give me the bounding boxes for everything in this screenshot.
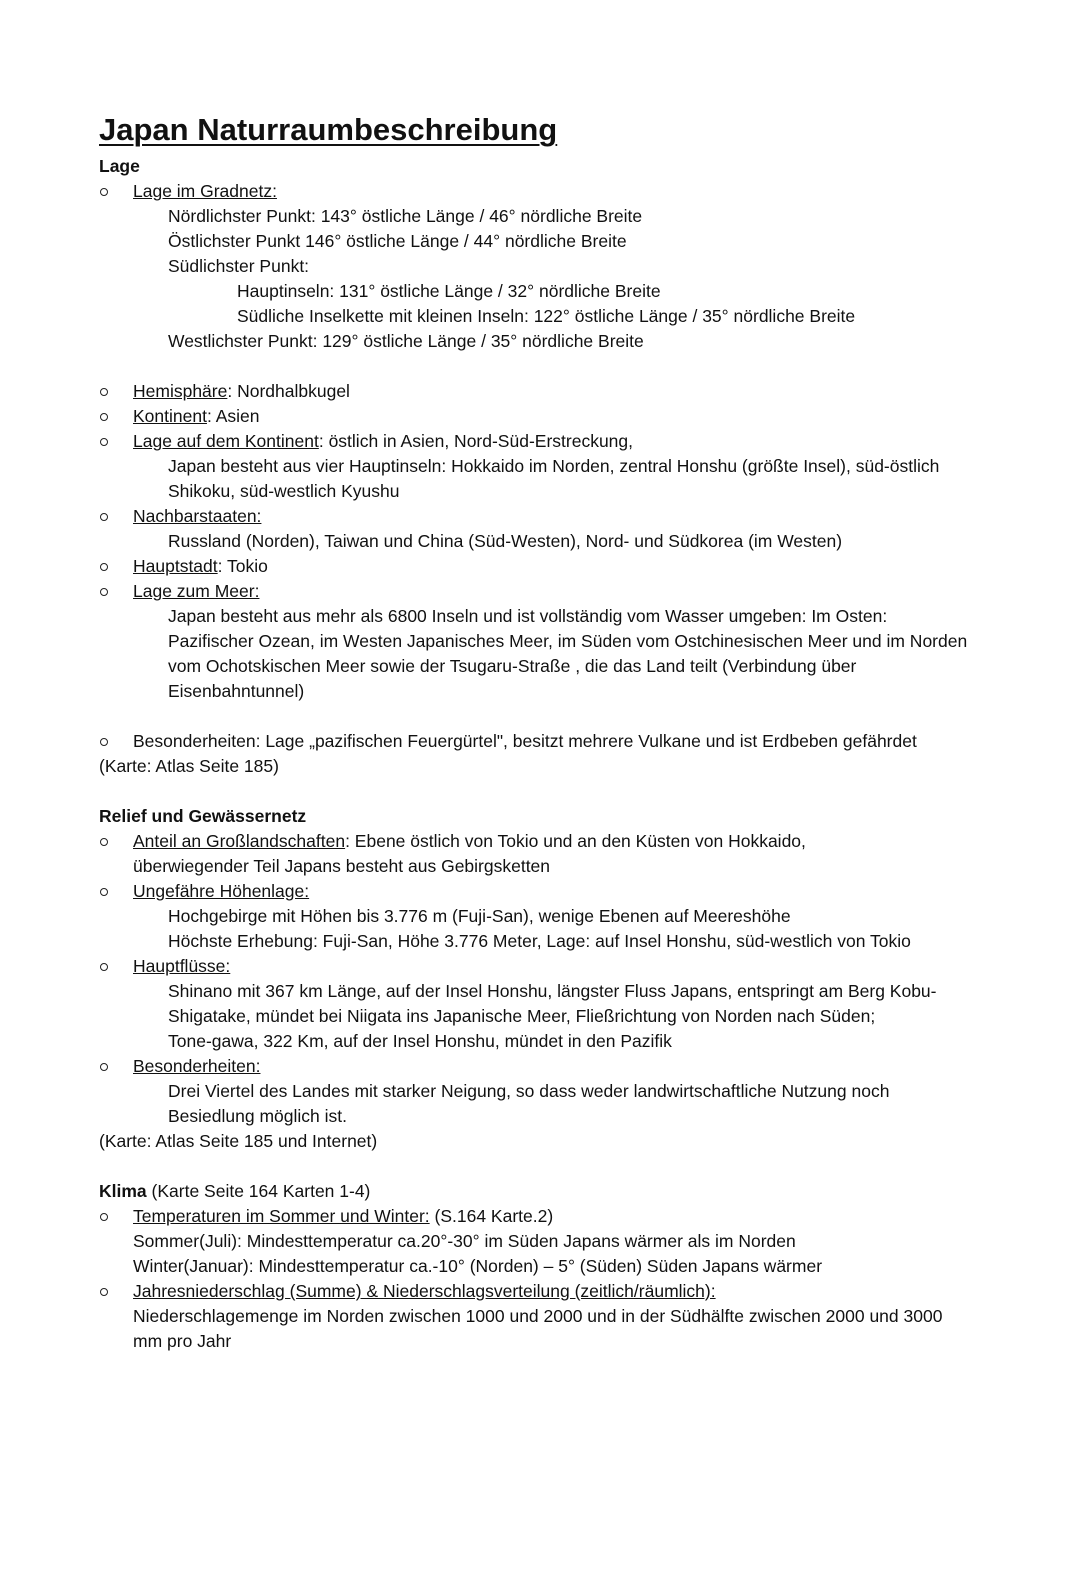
- fluss-line-1: Shinano mit 367 km Länge, auf der Insel Honshu, längster Fluss Japans, entspringt am Berg Kobu-Shigatake, mündet bei Niigata ins Japanische Meer, Fließrichtung von Norden nach Süden;: [168, 981, 937, 1026]
- nachbar-value: Russland (Norden), Taiwan und China (Süd-Westen), Nord- und Südkorea (im Westen): [168, 531, 843, 551]
- list-item-lage-kontinent: [99, 429, 999, 454]
- winter-line: Winter(Januar): Mindesttemperatur ca.-10° (Norden) – 5° (Süden) Süden Japans wärmer: [133, 1256, 823, 1276]
- temp-note: (S.164 Karte.2): [429, 1206, 554, 1226]
- bes-relief-value: Drei Viertel des Landes mit starker Neigung, so dass weder landwirtschaftliche Nutzung noch Besiedlung möglich ist.: [168, 1081, 890, 1126]
- gradnetz-label: Lage im Gradnetz:: [133, 181, 277, 201]
- hauptstadt-label: Hauptstadt: [133, 556, 218, 576]
- lage-kontinent-label: Lage auf dem Kontinent: [133, 431, 319, 451]
- fluss-label: Hauptflüsse:: [133, 956, 231, 976]
- gross-label: Anteil an Großlandschaften: [133, 831, 346, 851]
- list-item-temperaturen: [99, 1204, 999, 1229]
- hemisphaere-value: : Nordhalbkugel: [227, 381, 350, 401]
- list-item-besonderheiten-relief: [99, 1054, 999, 1079]
- meer-label: Lage zum Meer:: [133, 581, 260, 601]
- kontinent-value: : Asien: [206, 406, 260, 426]
- lage-kontinent-detail: Japan besteht aus vier Hauptinseln: Hokkaido im Norden, zentral Honshu (größte Insel), süd-östlich Shikoku, süd-westlich Kyushu: [168, 456, 940, 501]
- lage-kontinent-value: : östlich in Asien, Nord-Süd-Erstreckung,: [318, 431, 634, 451]
- besonderheiten-text: Besonderheiten: Lage „pazifischen Feuergürtel", besitzt mehrere Vulkane und ist Erdbeben gefährdet: [133, 731, 917, 751]
- section-heading-lage: Lage: [99, 156, 140, 176]
- section-heading-klima: [99, 1179, 999, 1204]
- meer-text: Japan besteht aus mehr als 6800 Inseln und ist vollständig vom Wasser umgeben: Im Osten: Pazifischer Ozean, im Westen Japanisches Meer, im Süden vom Ostchinesischen Meer und im Norden vom Ochotskischen Meer sowie der Tsugaru-Straße , die das Land teilt (Verbindung über Eisenbahntunnel): [168, 606, 968, 701]
- page-title: Japan Naturraumbeschreibung: [99, 112, 558, 147]
- list-item-nachbarstaaten: [99, 504, 999, 529]
- hauptstadt-value: : Tokio: [217, 556, 268, 576]
- ost-point: Östlichster Punkt 146° östliche Länge / 44° nördliche Breite: [168, 231, 627, 251]
- gross-value: : Ebene östlich von Tokio und an den Küsten von Hokkaido, überwiegender Teil Japans besteht aus Gebirgsketten: [133, 831, 806, 876]
- bes-relief-label: Besonderheiten:: [133, 1056, 261, 1076]
- list-item-kontinent: [99, 404, 999, 429]
- list-item-hemisphaere: [99, 379, 999, 404]
- klima-heading-note: (Karte Seite 164 Karten 1-4): [146, 1181, 371, 1201]
- list-item-besonderheiten: [99, 729, 923, 754]
- hoehe-line-2: Höchste Erhebung: Fuji-San, Höhe 3.776 Meter, Lage: auf Insel Honshu, süd-westlich von Tokio: [168, 931, 911, 951]
- list-item-gradnetz: [99, 179, 999, 204]
- west-point: Westlichster Punkt: 129° östliche Länge / 35° nördliche Breite: [168, 331, 644, 351]
- nachbar-label: Nachbarstaaten:: [133, 506, 262, 526]
- fluss-line-2: Tone-gawa, 322 Km, auf der Insel Honshu, mündet in den Pazifik: [168, 1031, 672, 1051]
- sued-hauptinseln: Hauptinseln: 131° östliche Länge / 32° nördliche Breite: [237, 281, 661, 301]
- hoehe-line-1: Hochgebirge mit Höhen bis 3.776 m (Fuji-San), wenige Ebenen auf Meereshöhe: [168, 906, 791, 926]
- sued-inselkette: Südliche Inselkette mit kleinen Inseln: 122° östliche Länge / 35° nördliche Breite: [237, 306, 856, 326]
- sommer-line: Sommer(Juli): Mindesttemperatur ca.20°-30° im Süden Japans wärmer als im Norden: [133, 1231, 796, 1251]
- list-item-meer: [99, 579, 999, 604]
- kontinent-label: Kontinent: [133, 406, 207, 426]
- list-item-niederschlag: [99, 1279, 999, 1304]
- section-heading-relief: Relief und Gewässernetz: [99, 806, 307, 826]
- nieder-label: Jahresniederschlag (Summe) & Niederschlagsverteilung (zeitlich/räumlich):: [133, 1281, 716, 1301]
- klima-heading-text: Klima: [99, 1181, 147, 1201]
- nord-point: Nördlichster Punkt: 143° östliche Länge / 46° nördliche Breite: [168, 206, 643, 226]
- list-item-hauptfluesse: [99, 954, 999, 979]
- karte-ref-lage: (Karte: Atlas Seite 185): [99, 756, 279, 776]
- list-item-hauptstadt: [99, 554, 999, 579]
- karte-ref-relief: (Karte: Atlas Seite 185 und Internet): [99, 1131, 378, 1151]
- temp-label: Temperaturen im Sommer und Winter:: [133, 1206, 430, 1226]
- hoehe-label: Ungefähre Höhenlage:: [133, 881, 310, 901]
- hemisphaere-label: Hemisphäre: [133, 381, 228, 401]
- nieder-value: Niederschlagemenge im Norden zwischen 1000 und 2000 und in der Südhälfte zwischen 2000 und 3000 mm pro Jahr: [133, 1306, 943, 1351]
- list-item-grosslandschaften: [99, 829, 903, 879]
- sued-point: Südlichster Punkt:: [168, 256, 310, 276]
- list-item-hoehenlage: [99, 879, 999, 904]
